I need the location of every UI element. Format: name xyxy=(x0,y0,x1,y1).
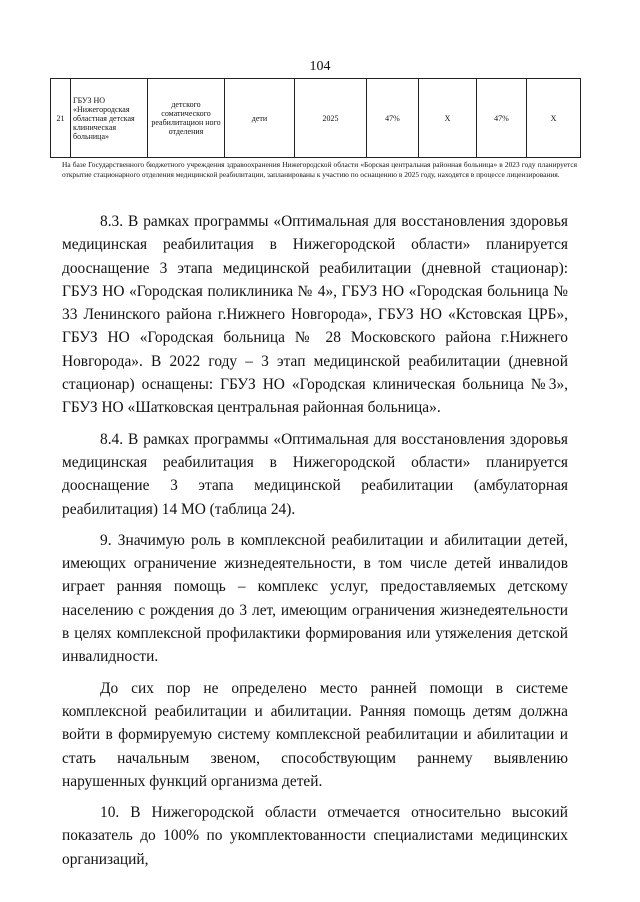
cell-x-2: X xyxy=(527,79,581,158)
cell-population: дети xyxy=(225,79,295,158)
page-number: 104 xyxy=(309,59,331,74)
paragraph-10: 10. В Нижегородской области отмечается относительно высокий показатель до 100% по укомплектованности специалистами медицинских организаций, xyxy=(62,804,568,868)
cell-percent-2: 47% xyxy=(477,79,527,158)
cell-year: 2025 xyxy=(295,79,367,158)
body-text xyxy=(62,210,568,879)
cell-number: 21 xyxy=(51,79,71,158)
paragraph-8-4: 8.4. В рамках программы «Оптимальная для восстановления здоровья медицинская реабилитация в Нижегородской области» планируется дооснащение 3 этапа медицинской реабилитации (амбулаторная реабилитация) 14 МО (таблица 24). xyxy=(62,430,568,518)
paragraph-early-help: До сих пор не определено место ранней помощи в системе комплексной реабилитации и абилитации. Ранняя помощь детям должна войти в формируемую систему комплексной реабилитации и абилитации и стать начальным звеном, способствующим раннему выявлению нарушенных функций организма детей. xyxy=(62,679,568,790)
paragraph-8-3: 8.3. В рамках программы «Оптимальная для восстановления здоровья медицинская реабилитация в Нижегородской области» планируется дооснащение 3 этапа медицинской реабилитации (дневной стационар): ГБУЗ НО «Городская поликлиника № 4», ГБУЗ НО «Городская больница № 33 Ленинского района г.Нижнего Новгорода», ГБУЗ НО «Кстовская ЦРБ», ГБУЗ НО «Городская больница № 28 Московского района г.Нижнего Новгорода». В 2022 году – 3 этап медицинской реабилитации (дневной стационар) оснащены: ГБУЗ НО «Городская клиническая больница №3», ГБУЗ НО «Шатковская центральная районная больница». xyxy=(62,213,568,417)
table-footnote: На базе Государственного бюджетного учреждения здравоохранения Нижегородской области «Борская центральная районная больница» в 2023 году планируется открытие стационарного отделения медицинской реабилитации, запланированы к участию по оснащению в 2025 году, находятся в процессе лицензирования. xyxy=(62,160,577,179)
cell-organization: ГБУЗ НО «Нижегородская областная детская клиническая больница» xyxy=(71,79,148,158)
table xyxy=(50,78,581,158)
cell-department: детского соматического реабилитацион ного отделения xyxy=(148,79,225,158)
table-row xyxy=(51,79,581,158)
cell-x-1: X xyxy=(419,79,477,158)
cell-percent-1: 47% xyxy=(367,79,419,158)
paragraph-9: 9. Значимую роль в комплексной реабилитации и абилитации детей, имеющих ограничение жизнедеятельности, в том числе детей инвалидов играет ранняя помощь – комплекс услуг, предоставляемых детскому населению с рождения до 3 лет, имеющим ограничения жизнедеятельности в целях комплексной профилактики формирования или утяжеления детской инвалидности. xyxy=(62,531,568,666)
